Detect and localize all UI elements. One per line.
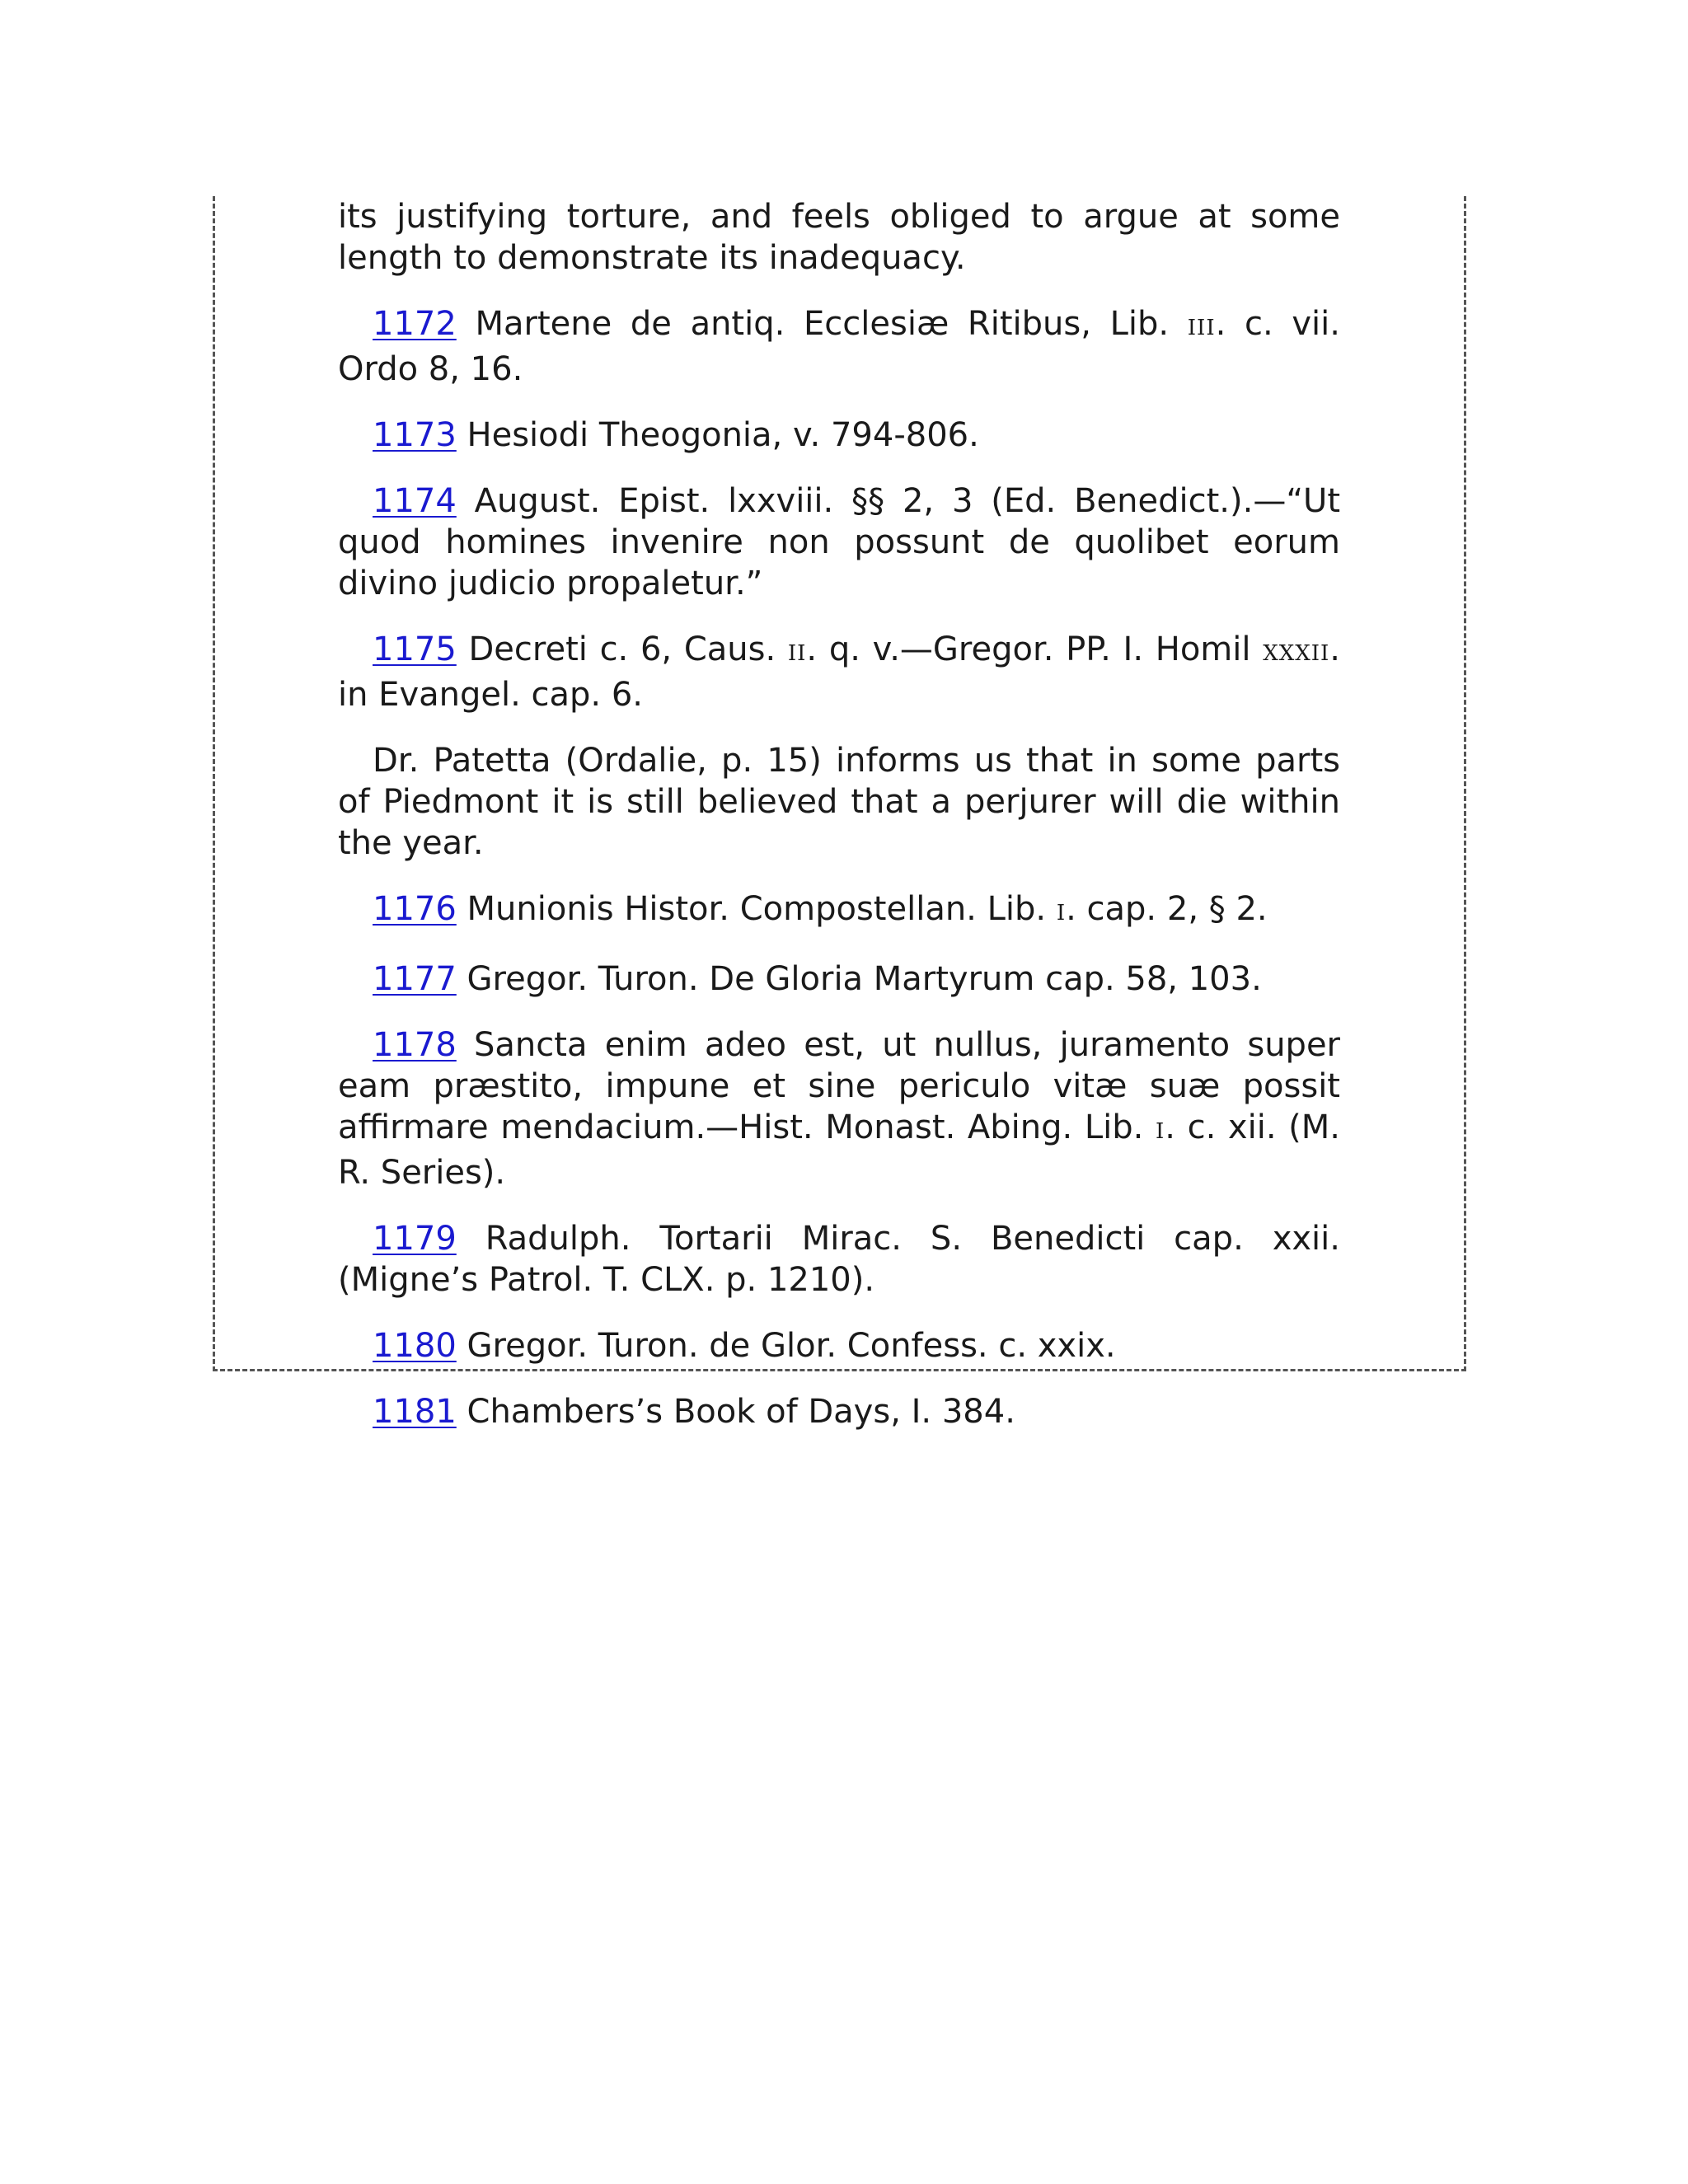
patetta-note-paragraph: Dr. Patetta (Ordalie, p. 15) informs us that in some parts of Piedmont it is still believed that a perjurer will die within the year. <box>338 742 1340 862</box>
footnote-1179 <box>338 1218 1340 1301</box>
footnote-text: Gregor. Turon. de Glor. Confess. c. xxix. <box>467 1327 1116 1365</box>
small-caps-numeral: XXXII <box>1263 641 1330 666</box>
footnote-1173 <box>338 415 1340 456</box>
footnote-text: Hesiodi Theogonia, v. 794-806. <box>467 416 979 454</box>
footnote-1176 <box>338 888 1340 934</box>
footnote-link-1175[interactable]: 1175 <box>373 630 457 668</box>
footnote-link-1177[interactable]: 1177 <box>373 960 457 998</box>
footnote-text: . c. vii. Ordo 8, 16. <box>338 305 1340 388</box>
footnote-link-1176[interactable]: 1176 <box>373 890 457 928</box>
small-caps-numeral: III <box>1187 316 1216 340</box>
footnote-1177 <box>338 958 1340 1000</box>
footnote-1180 <box>338 1325 1340 1366</box>
footnote-text: . in Evangel. cap. 6. <box>338 630 1340 714</box>
footnote-link-1173[interactable]: 1173 <box>373 416 457 454</box>
footnote-1181 <box>338 1391 1340 1432</box>
footnote-link-1172[interactable]: 1172 <box>373 305 457 343</box>
footnote-link-1178[interactable]: 1178 <box>373 1026 457 1064</box>
footnote-text: Decreti c. 6, Caus. <box>468 630 788 668</box>
continuation-paragraph: its justifying torture, and feels obliged to argue at some length to demonstrate its inadequacy. <box>338 198 1340 277</box>
footnote-text: Gregor. Turon. De Gloria Martyrum cap. 58, 103. <box>467 960 1262 998</box>
footnote-text: . c. xii. (M. R. Series). <box>338 1108 1340 1192</box>
footnote-1172 <box>338 303 1340 390</box>
small-caps-numeral: I <box>1056 901 1067 926</box>
small-caps-numeral: II <box>787 641 807 666</box>
footnote-1178 <box>338 1024 1340 1193</box>
footnote-link-1180[interactable]: 1180 <box>373 1327 457 1365</box>
footnote-text: . cap. 2, § 2. <box>1066 890 1268 928</box>
footnote-text: August. Epist. lxxviii. §§ 2, 3 (Ed. Benedict.).—“Ut quod homines invenire non possunt de quolibet eorum divino judicio propaletur.” <box>338 482 1341 602</box>
footnote-text: . q. v.—Gregor. PP. I. Homil <box>806 630 1264 668</box>
footnote-text: Munionis Histor. Compostellan. Lib. <box>467 890 1057 928</box>
footnote-text: Radulph. Tortarii Mirac. S. Benedicti cap. xxii. (Migne’s Patrol. T. CLX. p. 1210). <box>338 1220 1340 1299</box>
footnote-link-1179[interactable]: 1179 <box>373 1220 457 1258</box>
footnote-link-1181[interactable]: 1181 <box>373 1393 457 1431</box>
footnote-text: Martene de antiq. Ecclesiæ Ritibus, Lib. <box>475 305 1188 343</box>
footnotes-content <box>338 196 1340 1457</box>
footnote-link-1174[interactable]: 1174 <box>373 482 457 520</box>
footnote-text: Sancta enim adeo est, ut nullus, juramento super eam præstito, impune et sine periculo vitæ suæ possit affirmare mendacium.—Hist. Monast. Abing. Lib. <box>338 1026 1340 1146</box>
footnote-1174 <box>338 480 1340 604</box>
footnote-1175 <box>338 629 1340 715</box>
footnote-text: Chambers’s Book of Days, I. 384. <box>467 1393 1015 1431</box>
small-caps-numeral: I <box>1155 1119 1165 1144</box>
